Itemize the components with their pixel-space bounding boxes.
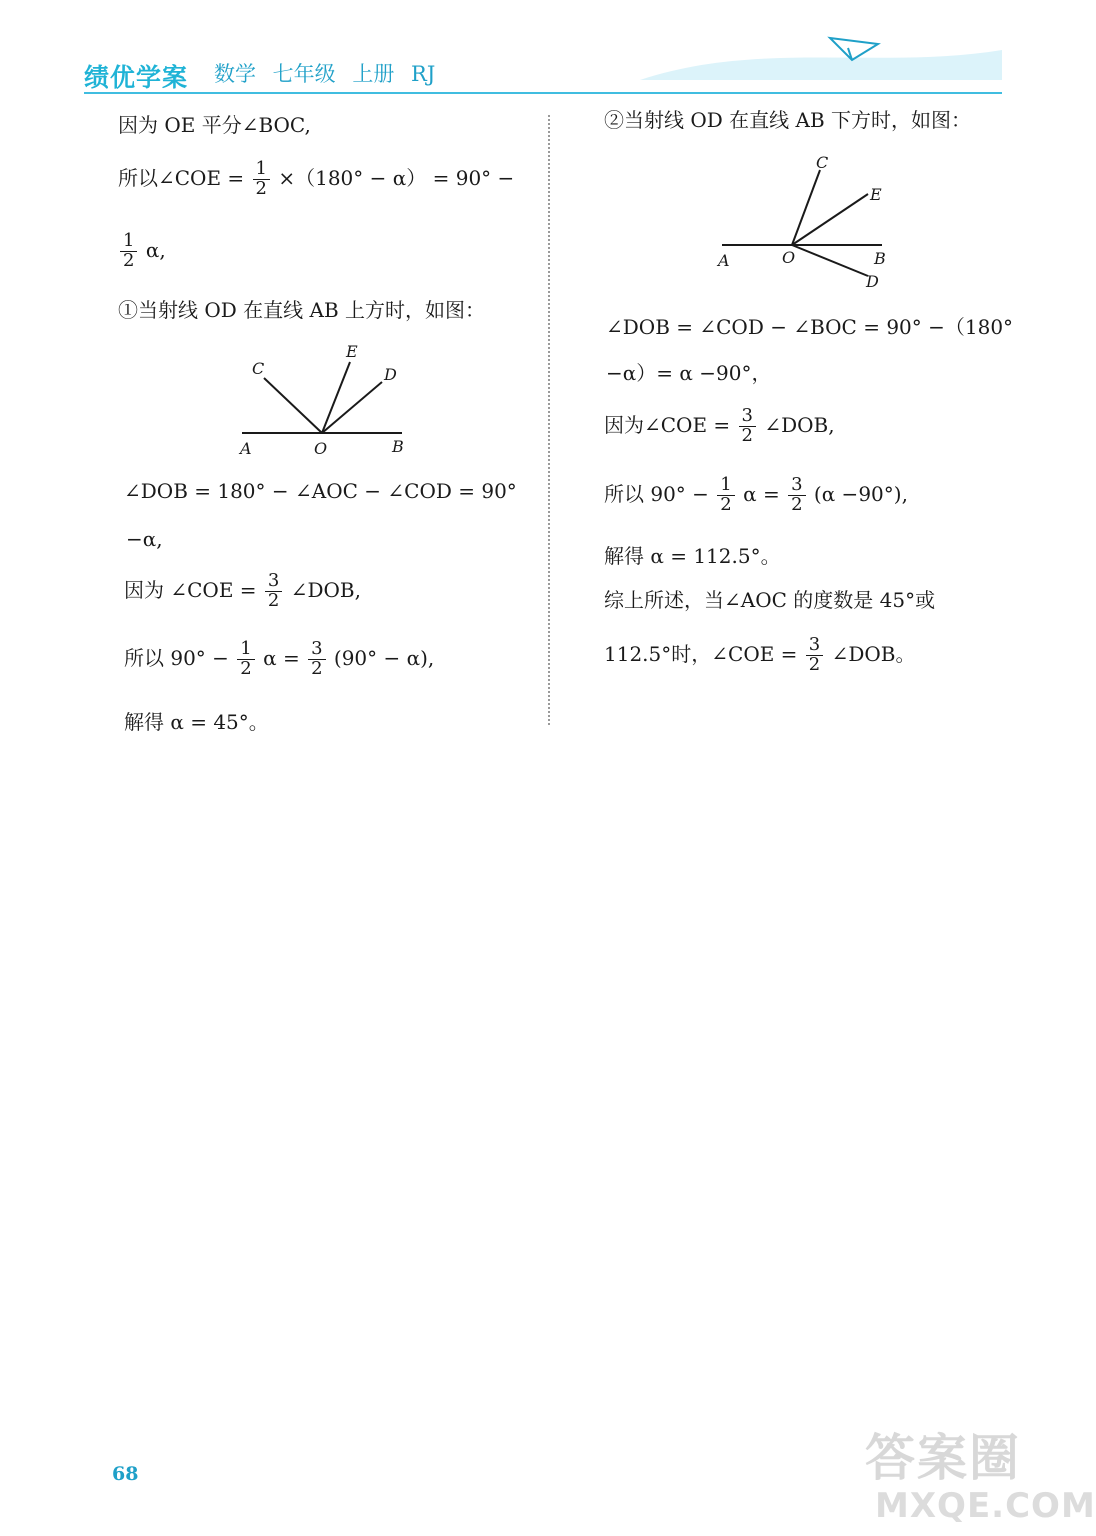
column-divider [548, 115, 550, 725]
fraction-num: 1 [120, 232, 137, 252]
right-line-8-post: ∠DOB。 [831, 641, 916, 666]
fraction-den: 2 [255, 177, 267, 199]
left-line-4: ①当射线 OD 在直线 AB 上方时，如图： [118, 298, 486, 322]
ray-oc [264, 378, 322, 433]
right-line-4-pre: 因为∠COE = [604, 412, 731, 437]
left-line-3 [118, 232, 166, 271]
fraction-den: 2 [123, 249, 135, 271]
left-line-7-post: ∠DOB, [290, 577, 361, 602]
label-a: A [240, 439, 252, 458]
watermark-logo: 答案圈 [865, 1429, 1021, 1487]
fraction-num: 3 [308, 640, 325, 660]
figure-od-below [712, 150, 902, 295]
left-line-8-post: (90° − α), [333, 645, 435, 670]
fraction-num: 3 [788, 476, 805, 496]
fraction-num: 3 [739, 407, 756, 427]
left-line-9: 解得 α = 45°。 [124, 710, 269, 734]
left-line-7 [124, 572, 361, 611]
fraction-three-halves-2 [308, 640, 325, 679]
right-line-4 [604, 407, 835, 446]
right-line-6: 解得 α = 112.5°。 [604, 544, 781, 568]
fraction-half-2 [120, 232, 137, 271]
left-line-6: −α, [126, 527, 163, 551]
watermark-url: MXQE.COM [875, 1486, 1096, 1526]
label-o: O [782, 248, 796, 267]
left-line-7-pre: 因为 ∠COE = [124, 577, 257, 602]
label-b: B [874, 249, 886, 268]
right-line-5-post: (α −90°), [813, 481, 908, 506]
fraction-den: 2 [311, 657, 323, 679]
fraction-den: 2 [240, 657, 252, 679]
brand-title: 绩优学案 [84, 63, 189, 92]
page-number: 68 [112, 1463, 139, 1485]
left-line-2-post: ×（180° − α） = 90° − [278, 165, 515, 190]
right-line-5-mid: α = [743, 481, 780, 506]
right-line-7: 综上所述，当∠AOC 的度数是 45°或 [604, 588, 936, 612]
right-line-3: −α）= α −90°， [606, 361, 772, 385]
ray-oe [792, 194, 868, 245]
fraction-three-halves-3 [739, 407, 756, 446]
left-line-2 [118, 160, 514, 199]
fraction-half-1 [253, 160, 270, 199]
ray-oc [792, 170, 820, 245]
left-line-2-pre: 所以∠COE = [118, 165, 245, 190]
paper-plane-icon [830, 38, 878, 60]
fraction-num: 3 [265, 572, 282, 592]
book-subtitle: 数学 七年级 上册 RJ [214, 62, 436, 86]
left-line-3-post: α, [145, 237, 166, 262]
right-line-8 [604, 636, 916, 675]
left-line-5: ∠DOB = 180° − ∠AOC − ∠COD = 90° [124, 479, 517, 503]
fraction-half-4 [717, 476, 734, 515]
fraction-den: 2 [720, 493, 732, 515]
right-line-5-pre: 所以 90° − [604, 481, 709, 506]
fraction-three-halves-5 [806, 636, 823, 675]
fraction-den: 2 [808, 653, 821, 675]
fraction-den: 2 [741, 424, 753, 446]
right-line-5 [604, 476, 908, 515]
header-rule [84, 92, 1002, 94]
label-d: D [384, 365, 397, 384]
fraction-num: 3 [806, 636, 823, 656]
label-d: D [866, 272, 879, 291]
right-line-4-post: ∠DOB, [764, 412, 835, 437]
fraction-half-3 [237, 640, 254, 679]
figure-od-above [230, 340, 430, 460]
fraction-den: 2 [791, 493, 803, 515]
fraction-three-halves-4 [788, 476, 805, 515]
fraction-den: 2 [267, 589, 280, 611]
left-line-8-pre: 所以 90° − [124, 645, 229, 670]
right-line-2: ∠DOB = ∠COD − ∠BOC = 90° −（180° [606, 315, 1014, 339]
label-o: O [314, 439, 328, 458]
label-e: E [346, 342, 358, 361]
label-e: E [870, 185, 882, 204]
label-b: B [392, 437, 404, 456]
fraction-num: 1 [237, 640, 254, 660]
label-c: C [252, 359, 265, 378]
left-line-8 [124, 640, 434, 679]
label-a: A [718, 251, 730, 270]
left-line-8-mid: α = [263, 645, 300, 670]
label-c: C [816, 153, 829, 172]
page-header [0, 0, 1044, 100]
fraction-num: 1 [253, 160, 270, 180]
right-line-1: ②当射线 OD 在直线 AB 下方时，如图： [604, 108, 972, 132]
ray-od [792, 245, 868, 276]
right-line-8-pre: 112.5°时，∠COE = [604, 641, 798, 666]
fraction-num: 1 [717, 476, 734, 496]
left-line-1: 因为 OE 平分∠BOC, [118, 113, 311, 137]
fraction-three-halves-1 [265, 572, 282, 611]
